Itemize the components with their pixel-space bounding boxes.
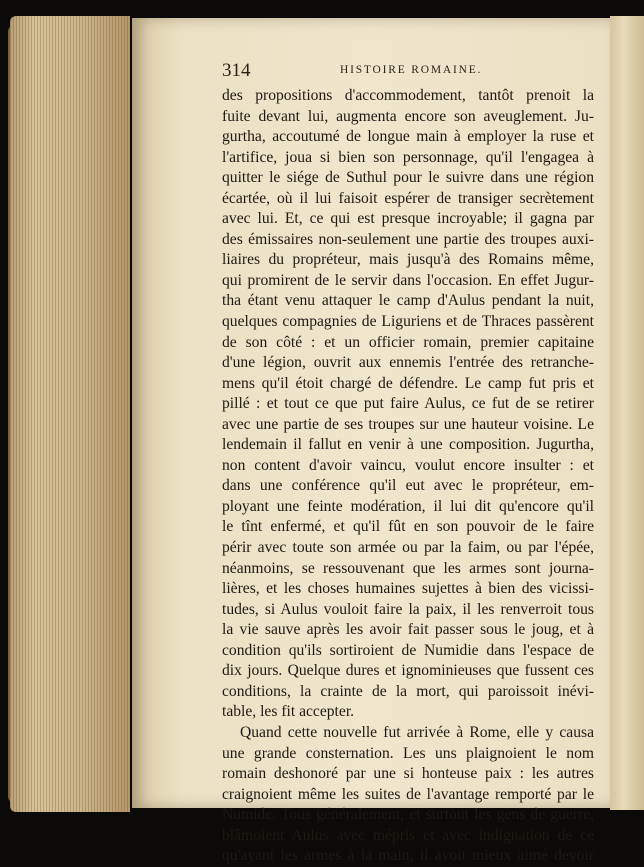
page-stack-edge xyxy=(10,16,130,812)
text-line: ployant une feinte modération, il lui dit qu'encore qu'il xyxy=(222,497,594,515)
text-line: la vie sauve après les avoir fait passer sous le joug, et à xyxy=(222,621,594,639)
text-line: des émissaires non-seulement une partie des troupes auxi- xyxy=(222,230,594,248)
text-line: conditions, la crainte de la mort, qui paroissoit inévi- xyxy=(222,682,594,700)
text-line: dix jours. Quelque dures et ignominieuses que fussent ces xyxy=(222,662,594,680)
text-line: l'artifice, joua si bien son personnage, qu'il l'engagea à xyxy=(222,148,594,166)
text-line: avec lui. Et, ce qui est presque incroyable; il gagna par xyxy=(222,210,594,228)
facing-page-edge xyxy=(610,16,644,810)
text-line: écartée, où il lui faisoit espérer de transiger secrètement xyxy=(222,189,594,207)
text-line: d'une légion, ouvrit aux ennemis l'entrée des retranche- xyxy=(222,354,594,372)
text-line: Numide. Tous généralement, et surtout les gens de guerre, xyxy=(222,806,594,824)
text-line: de son côté : et un officier romain, premier capitaine xyxy=(222,333,594,351)
text-line: liaires du propréteur, mais jusqu'à des Romains même, xyxy=(222,251,594,269)
text-line: une grande consternation. Les uns plaignoient le nom xyxy=(222,744,594,762)
page-number: 314 xyxy=(222,60,251,81)
text-line: quitter le siége de Suthul pour le suivre dans une région xyxy=(222,169,594,187)
text-line: non content d'avoir vaincu, voulut encore insulter : et xyxy=(222,456,594,474)
text-line: craignoient même les suites de l'avantage remporté par le xyxy=(222,785,594,803)
text-line: pillé : et tout ce que put faire Aulus, ce fut de se retirer xyxy=(222,395,594,413)
text-line: qui promirent de le servir dans l'occasion. En effet Jugur- xyxy=(222,271,594,289)
text-line: quelques compagnies de Liguriens et de Thraces passèrent xyxy=(222,313,594,331)
text-line: le tînt enfermé, et qu'il fût en son pouvoir de le faire xyxy=(222,518,594,536)
text-line: Quand cette nouvelle fut arrivée à Rome, elle y causa xyxy=(240,723,594,741)
body-text xyxy=(222,86,594,867)
text-line: dans une conférence qu'il eut avec le propréteur, em- xyxy=(222,477,594,495)
text-line: des propositions d'accommodement, tantôt prenoit la xyxy=(222,87,594,104)
page-header xyxy=(222,60,594,84)
text-line: avec une partie de ses troupes sur une hauteur voisine. Le xyxy=(222,415,594,433)
text-line: condition qu'ils sortiroient de Numidie dans l'espace de xyxy=(222,641,594,659)
text-line: qu'ayant les armes à la main, il avoit mieux aimé devoir xyxy=(222,847,594,865)
text-line: lendemain il fallut en venir à une composition. Jugurtha, xyxy=(222,436,594,454)
text-line: néanmoins, se ressouvenant que les armes sont journa- xyxy=(222,559,594,577)
text-line: tha étant venu attaquer le camp d'Aulus pendant la nuit, xyxy=(222,292,594,310)
text-line: lières, et les choses humaines sujettes à bien des vicissi- xyxy=(222,580,594,598)
text-line: fuite devant lui, augmenta encore son aveuglement. Ju- xyxy=(222,107,594,125)
text-line: gurtha, accoutumé de longue main à employer la ruse et xyxy=(222,128,594,146)
text-line: table, les fit accepter. xyxy=(222,703,355,721)
running-title: HISTOIRE ROMAINE. xyxy=(340,64,483,76)
text-line: blâmoient Aulus avec mépris et avec indignation de ce xyxy=(222,826,594,844)
text-line: mens qu'il étoit chargé de défendre. Le camp fut pris et xyxy=(222,374,594,392)
text-line: périr avec toute son armée ou par la faim, ou par l'épée, xyxy=(222,539,594,557)
text-line: romain deshonoré par une si honteuse paix : les autres xyxy=(222,765,594,783)
text-line: tudes, si Aulus vouloit faire la paix, il les renverroit tous xyxy=(222,600,594,618)
